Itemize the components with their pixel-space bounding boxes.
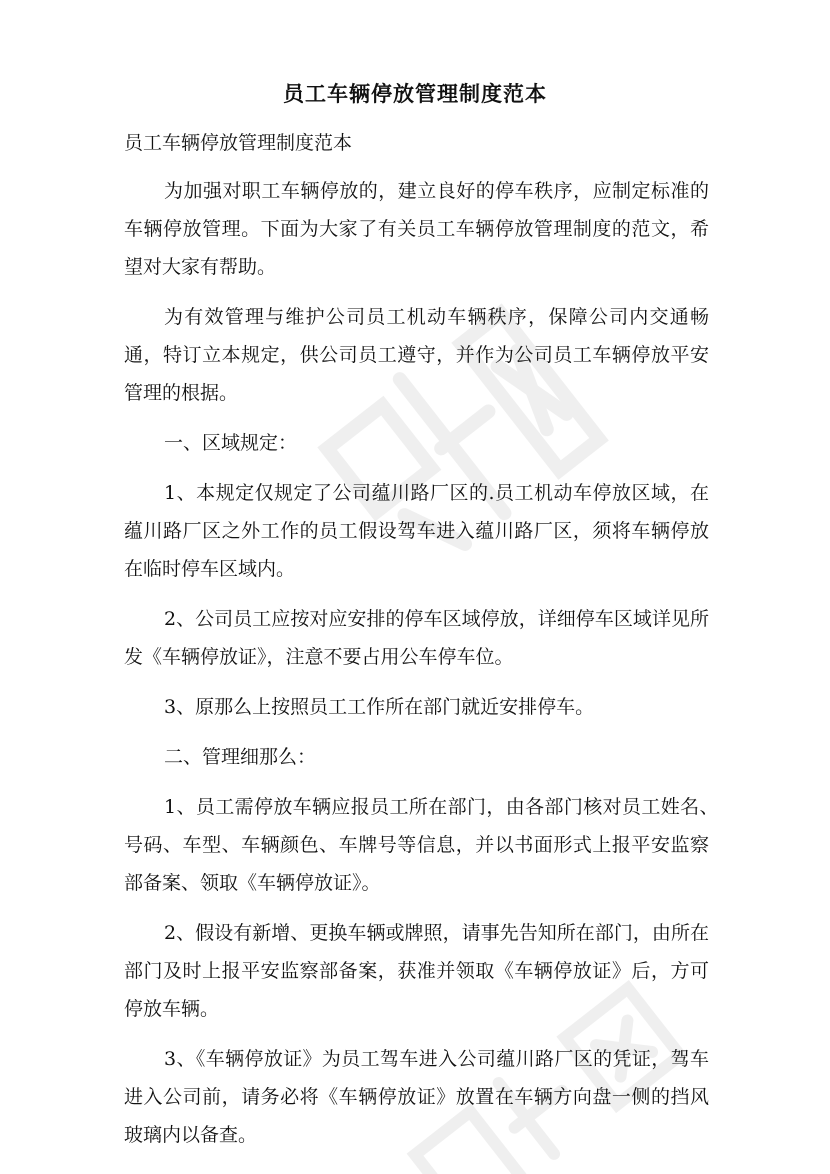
management-rule-1: 1、员工需停放车辆应报员工所在部门，由各部门核对员工姓名、 号码、车型、车辆颜色、车牌号等信息，并以书面形式上报平安监察部备案、领取《车辆停放证》。: [124, 796, 748, 894]
management-rule-3: 3、《车辆停放证》为员工驾车进入公司蕴川路厂区的凭证，驾车进入公司前，请务必将《车辆停放证》放置在车辆方向盘一侧的挡风玻璃内以备查。: [124, 1048, 709, 1146]
area-rule-2: 2、公司员工应按对应安排的停车区域停放，详细停车区域详见所发《车辆停放证》，注意不要占用公车停车位。: [124, 608, 709, 668]
purpose-paragraph: 为有效管理与维护公司员工机动车辆秩序，保障公司内交通畅通，特订立本规定，供公司员工遵守，并作为公司员工车辆停放平安管理的根据。: [124, 306, 709, 404]
document-body: [124, 124, 748, 1166]
area-rule-3: 3、原那么上按照员工工作所在部门就近安排停车。: [164, 696, 595, 718]
document-subtitle: 员工车辆停放管理制度范本: [124, 132, 353, 154]
document-title: 员工车辆停放管理制度范本: [283, 81, 547, 106]
area-rule-1: 1、本规定仅规定了公司蕴川路厂区的.员工机动车停放区域，在蕴川路厂区之外工作的员工假设驾车进入蕴川路厂区，须将车辆停放在临时停车区域内。: [124, 482, 709, 580]
management-rule-2: 2、假设有新增、更换车辆或牌照，请事先告知所在部门，由所在部门及时上报平安监察部备案，获准并领取《车辆停放证》后，方可停放车辆。: [124, 922, 709, 1020]
section-heading-area-rules: 一、区域规定：: [164, 432, 298, 454]
section-heading-management-rules: 二、管理细那么：: [164, 746, 317, 768]
intro-paragraph: 为加强对职工车辆停放的，建立良好的停车秩序，应制定标准的车辆停放管理。下面为大家了有关员工车辆停放管理制度的范文，希望对大家有帮助。: [124, 180, 709, 278]
